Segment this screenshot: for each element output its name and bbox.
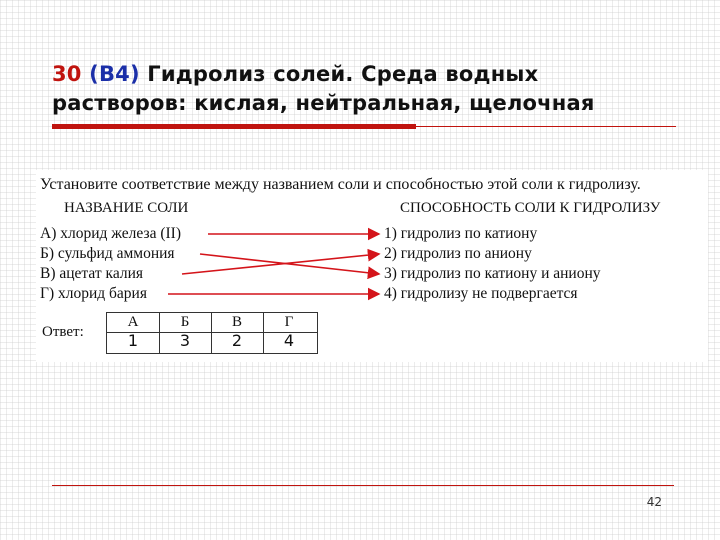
answer-cell-b (159, 313, 212, 353)
salt-item-v: В) ацетат калия (40, 265, 143, 282)
title-underline-thick (52, 124, 416, 129)
answer-header-a: А (127, 314, 139, 330)
hydrolysis-option-4: 4) гидролизу не подвергается (384, 285, 578, 302)
answer-value-a: 1 (127, 331, 139, 350)
title-number: 30 (52, 62, 82, 86)
task-instruction: Установите соответствие между названием соли и способностью этой соли к гидролизу. (40, 176, 641, 193)
left-column-header: НАЗВАНИЕ СОЛИ (64, 200, 189, 216)
answer-cell-g (263, 313, 315, 353)
answer-header-b: Б (180, 314, 190, 330)
hydrolysis-option-2: 2) гидролиз по аниону (384, 245, 532, 262)
answer-cell-a (107, 313, 160, 353)
answer-cell-v (211, 313, 264, 353)
page-number: 42 (646, 495, 662, 509)
answer-value-g: 4 (283, 331, 295, 350)
answer-header-g: Г (284, 314, 294, 330)
title-code: (В4) (89, 62, 140, 86)
answer-value-b: 3 (179, 331, 191, 350)
title-underline-thin (416, 126, 676, 127)
hydrolysis-option-1: 1) гидролиз по катиону (384, 225, 538, 242)
matching-arrows (36, 170, 708, 310)
title-line-2: растворов: кислая, нейтральная, щелочная (52, 91, 595, 115)
salt-item-g: Г) хлорид бария (40, 285, 147, 302)
salt-item-b: Б) сульфид аммония (40, 245, 175, 262)
footer-rule (52, 485, 674, 486)
salt-item-a: А) хлорид железа (II) (40, 225, 181, 242)
title-line-1: Гидролиз солей. Среда водных (139, 62, 539, 86)
answer-label: Ответ: (42, 324, 84, 340)
task-panel (36, 170, 708, 362)
right-column-header: СПОСОБНОСТЬ СОЛИ К ГИДРОЛИЗУ (400, 200, 661, 216)
hydrolysis-option-3: 3) гидролиз по катиону и аниону (384, 265, 601, 282)
answer-value-v: 2 (231, 331, 243, 350)
answer-table (106, 312, 318, 354)
answer-header-v: В (231, 314, 242, 330)
slide-title (52, 60, 672, 118)
